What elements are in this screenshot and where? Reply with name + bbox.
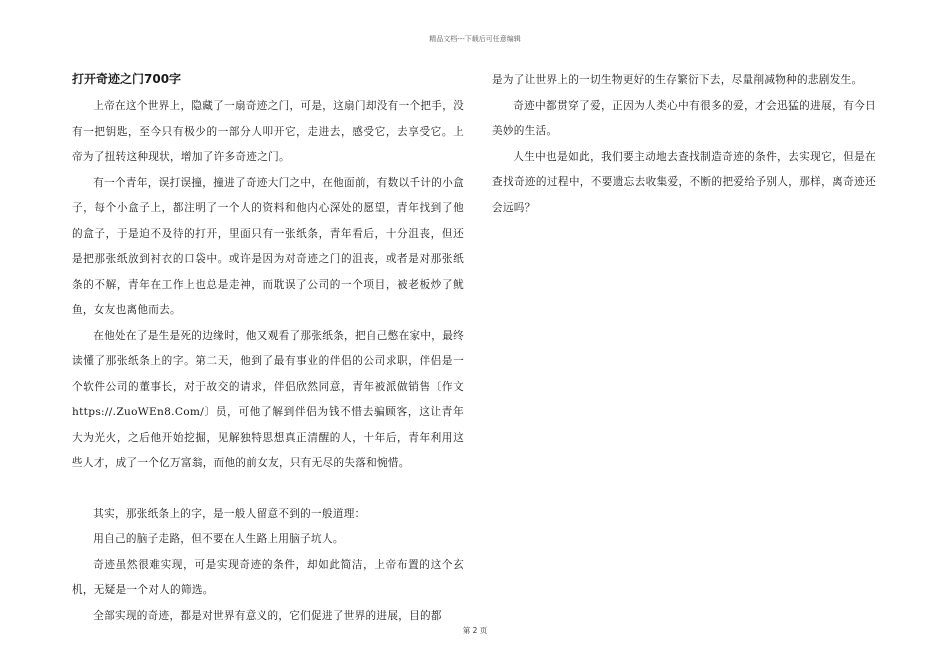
paragraph: 在他处在了是生是死的边缘时，他又观看了那张纸条，把自己憋在家中，最终读懂了那张纸条上的字。第二天，他到了最有事业的伴侣的公司求职，伴侣是一个软件公司的董事长，对于故交的请求，伴侣欣然同意，青年被派做销售〔作文https://.ZuoWEn8.Com/〕员，可他了解到伴侣为钱不惜去骗顾客，这让青年大为光火，之后他开始挖掘，见解独特思想真正清醒的人，十年后，青年利用这些人才，成了一个亿万富翁，而他的前女友，只有无尽的失落和惋惜。: [72, 329, 464, 469]
paragraph: 其实，那张纸条上的字，是一般人留意不到的一般道理：: [93, 507, 366, 520]
paragraph: 奇迹虽然很难实现，可是实现奇迹的条件，却如此简洁，上帝布置的这个玄机，无疑是一个对人的筛选。: [72, 558, 464, 596]
paragraph: 上帝在这个世界上，隐藏了一扇奇迹之门，可是，这扇门却没有一个把手，没有一把钥匙，至今只有极少的一部分人叩开它，走进去，感受它，去享受它。上帝为了扭转这种现状，增加了许多奇迹之门。: [72, 100, 464, 163]
paragraph: 用自己的脑子走路，但不要在人生路上用脑子坑人。: [93, 533, 344, 545]
article-title: 打开奇迹之门700字: [72, 72, 182, 86]
paragraph: 有一个青年，误打误撞，撞进了奇迹大门之中，在他面前，有数以千计的小盒子，每个小盒子上，都注明了一个人的资料和他内心深处的愿望，青年找到了他的盒子，于是迫不及待的打开，里面只有一张纸条，青年看后，十分沮丧，但还是把那张纸放到衬衣的口袋中。或许是因为对奇迹之门的沮丧，或者是对那张纸条的不解，青年在工作上也总是走神，而耽误了公司的一个项目，被老板炒了鱿鱼，女友也离他而去。: [72, 176, 464, 316]
paragraph: 人生中也是如此，我们要主动地去查找制造奇迹的条件，去实现它，但是在查找奇迹的过程中，不要遗忘去收集爱，不断的把爱给予别人，那样，离奇迹还会远吗？: [492, 150, 876, 214]
paragraph-spacer: [72, 477, 464, 502]
page-header: 精品文档---下载后可任意编辑: [429, 35, 521, 43]
paragraph-continuation: 是为了让世界上的一切生物更好的生存繁衍下去，尽量削减物种的悲剧发生。: [492, 74, 863, 86]
paragraph: 奇迹中都贯穿了爱，正因为人类心中有很多的爱，才会迅猛的进展，有今日美妙的生活。: [492, 99, 876, 137]
paragraph: 全部实现的奇迹，都是对世界有意义的，它们促进了世界的进展，目的都: [93, 609, 442, 622]
page-number: 第 2 页: [462, 626, 488, 635]
right-column: [492, 68, 876, 221]
left-column: [72, 68, 464, 629]
